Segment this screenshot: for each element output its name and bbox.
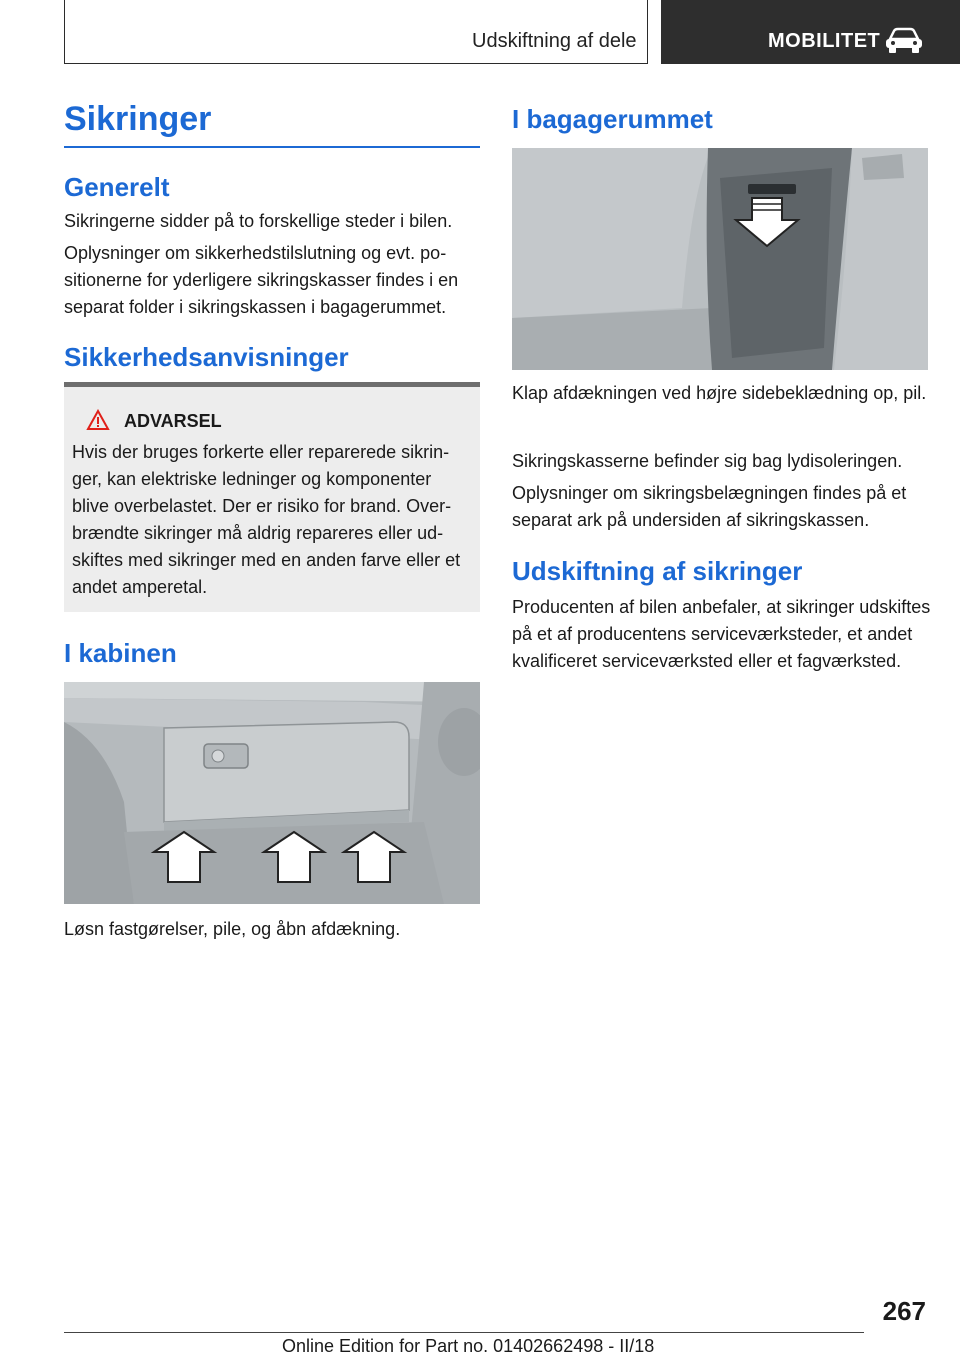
car-icon	[884, 27, 924, 53]
footer-divider	[64, 1332, 864, 1333]
title-divider	[64, 146, 480, 148]
trunk-fuse-cover-illustration	[512, 148, 928, 370]
page-title: Sikringer	[64, 100, 212, 138]
section-title: Udskiftning af dele	[472, 30, 637, 52]
cabin-caption: Løsn fastgørelser, pile, og åbn afdækning.	[64, 919, 401, 939]
chapter-label: MOBILITET	[768, 30, 881, 52]
trunk-paragraph-1: Klap afdækningen ved højre sidebeklædning op, pil.	[512, 383, 927, 403]
edition-note: Online Edition for Part no. 01402662498 - II/18	[282, 1336, 655, 1356]
general-paragraph-2: Oplysninger om sikkerhedstilslutning og evt. positionerne for yderligere sikringskasser findes i en separat folder i sikringskassen i bagagerummet.	[64, 243, 459, 317]
warning-triangle-icon	[86, 409, 110, 431]
trunk-paragraph-2: Sikringskasserne befinder sig bag lydisoleringen.	[512, 451, 903, 471]
heading-trunk: I bagagerummet	[512, 104, 713, 134]
heading-replace: Udskiftning af sikringer	[512, 556, 803, 586]
warning-box	[64, 382, 480, 612]
warning-title: ADVARSEL	[124, 411, 222, 431]
cabin-fuse-cover-illustration	[64, 682, 480, 904]
heading-cabin: I kabinen	[64, 638, 177, 668]
trunk-paragraph-3: Oplysninger om sikringsbelægningen findes på et separat ark på undersiden af sikringskassen.	[512, 483, 907, 530]
warning-text: Hvis der bruges forkerte eller reparerede sikringer, kan elektriske ledninger og komponenter blive overbelastet. Der er risiko for brand. Overbrændte sikringer må aldrig repareres eller udskiftes med sikringer med en anden farve eller et andet amperetal.	[72, 442, 461, 597]
replace-paragraph: Producenten af bilen anbefaler, at sikringer udskiftes på et af producentens serviceværksteder, et andet kvalificeret serviceværksted eller et fagværksted.	[512, 597, 931, 671]
page-number: 267	[882, 1296, 926, 1326]
heading-safety: Sikkerhedsanvisninger	[64, 342, 349, 372]
heading-general: Generelt	[64, 172, 170, 202]
general-paragraph-1: Sikringerne sidder på to forskellige steder i bilen.	[64, 211, 453, 231]
